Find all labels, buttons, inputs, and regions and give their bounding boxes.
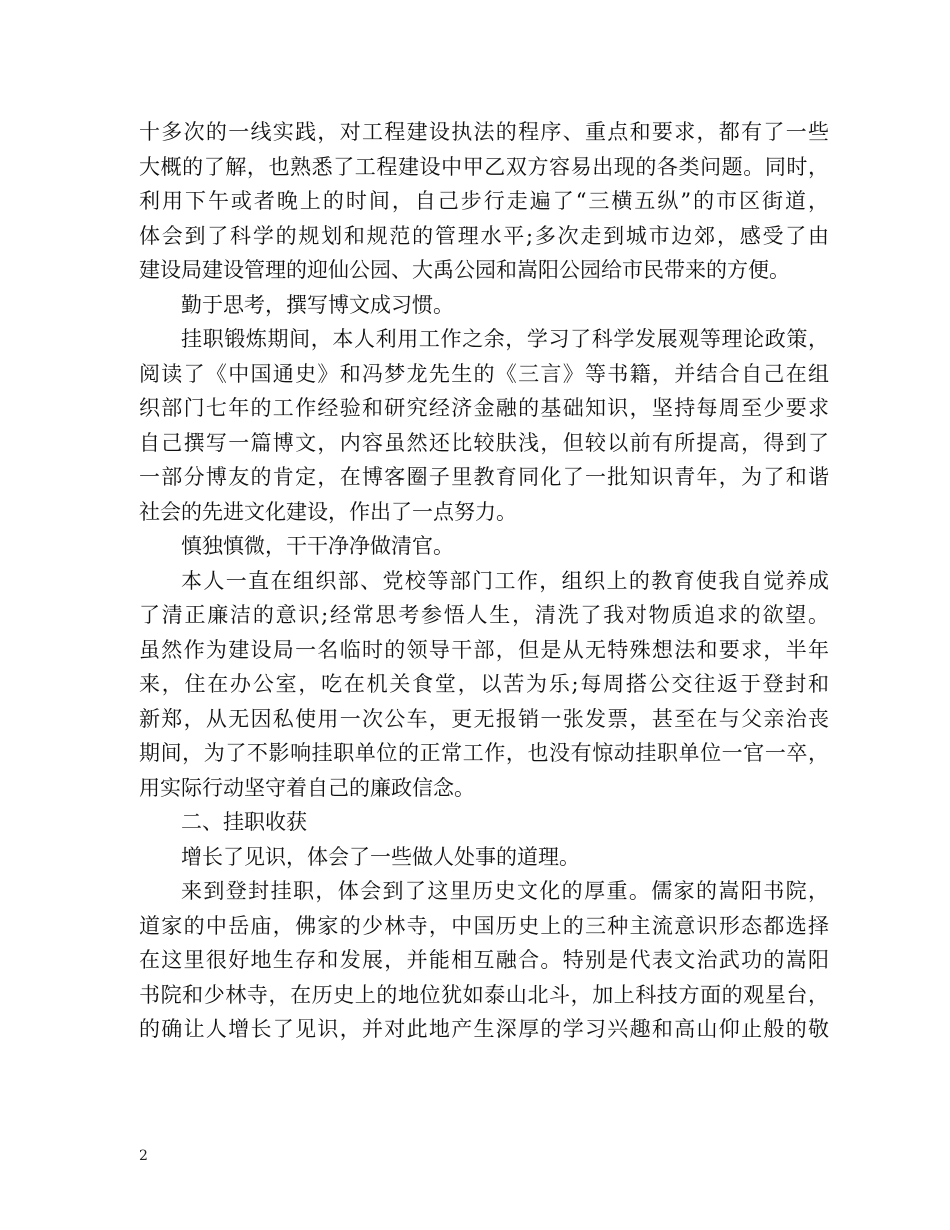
text-line: 一部分博友的肯定，在博客圈子里教育同化了一批知识青年，为了和谐 xyxy=(139,465,829,489)
text-line: 来到登封挂职，体会到了这里历史文化的厚重。儒家的嵩阳书院， xyxy=(181,879,829,903)
text-line: 阅读了《中国通史》和冯梦龙先生的《三言》等书籍，并结合自己在组 xyxy=(139,361,829,386)
text-line: 虽然作为建设局一名临时的领导干部，但是从无特殊想法和要求，半年 xyxy=(139,637,829,662)
text-line: 的确让人增长了见识，并对此地产生深厚的学习兴趣和高山仰止般的敬 xyxy=(139,1017,829,1041)
text-line: 大概的了解，也熟悉了工程建设中甲乙双方容易出现的各类问题。同时， xyxy=(139,154,829,179)
text-line: 二、挂职收获 xyxy=(181,810,307,834)
text-line: 勤于思考，撰写博文成习惯。 xyxy=(181,292,454,317)
text-line: 了清正廉洁的意识;经常思考参悟人生，清洗了我对物质追求的欲望。 xyxy=(139,603,829,627)
page-number: 2 xyxy=(139,1148,148,1164)
text-line: 增长了见识，体会了一些做人处事的道理。 xyxy=(181,844,580,869)
text-line: 建设局建设管理的迎仙公园、大禹公园和嵩阳公园给市民带来的方便。 xyxy=(139,258,790,282)
text-line: 道家的中岳庙，佛家的少林寺，中国历史上的三种主流意识形态都选择 xyxy=(139,913,829,938)
text-line: 新郑，从无因私使用一次公车，更无报销一张发票，甚至在与父亲治丧 xyxy=(139,706,829,731)
text-line: 本人一直在组织部、党校等部门工作，组织上的教育使我自觉养成 xyxy=(181,568,829,593)
text-line: 用实际行动坚守着自己的廉政信念。 xyxy=(139,775,475,800)
text-line: 在这里很好地生存和发展，并能相互融合。特别是代表文治武功的嵩阳 xyxy=(139,948,829,972)
text-line: 自己撰写一篇博文，内容虽然还比较肤浅，但较以前有所提高，得到了 xyxy=(139,430,829,455)
text-line: 体会到了科学的规划和规范的管理水平;多次走到城市边郊，感受了由 xyxy=(139,223,829,248)
text-line: 社会的先进文化建设，作出了一点努力。 xyxy=(139,499,517,524)
text-line: 书院和少林寺，在历史上的地位犹如泰山北斗，加上科技方面的观星台， xyxy=(139,982,829,1007)
text-line: 十多次的一线实践，对工程建设执法的程序、重点和要求，都有了一些 xyxy=(139,120,829,144)
text-line: 织部门七年的工作经验和研究经济金融的基础知识，坚持每周至少要求 xyxy=(139,396,829,420)
text-line: 来，住在办公室，吃在机关食堂，以苦为乐;每周搭公交往返于登封和 xyxy=(139,672,829,696)
text-line: 利用下午或者晚上的时间，自己步行走遍了“三横五纵”的市区街道， xyxy=(139,189,829,213)
text-line: 期间，为了不影响挂职单位的正常工作，也没有惊动挂职单位一官一卒， xyxy=(139,741,829,765)
text-line: 挂职锻炼期间，本人利用工作之余，学习了科学发展观等理论政策， xyxy=(181,327,829,351)
text-line: 慎独慎微，干干净净做清官。 xyxy=(181,534,454,558)
body-text xyxy=(139,115,829,1047)
